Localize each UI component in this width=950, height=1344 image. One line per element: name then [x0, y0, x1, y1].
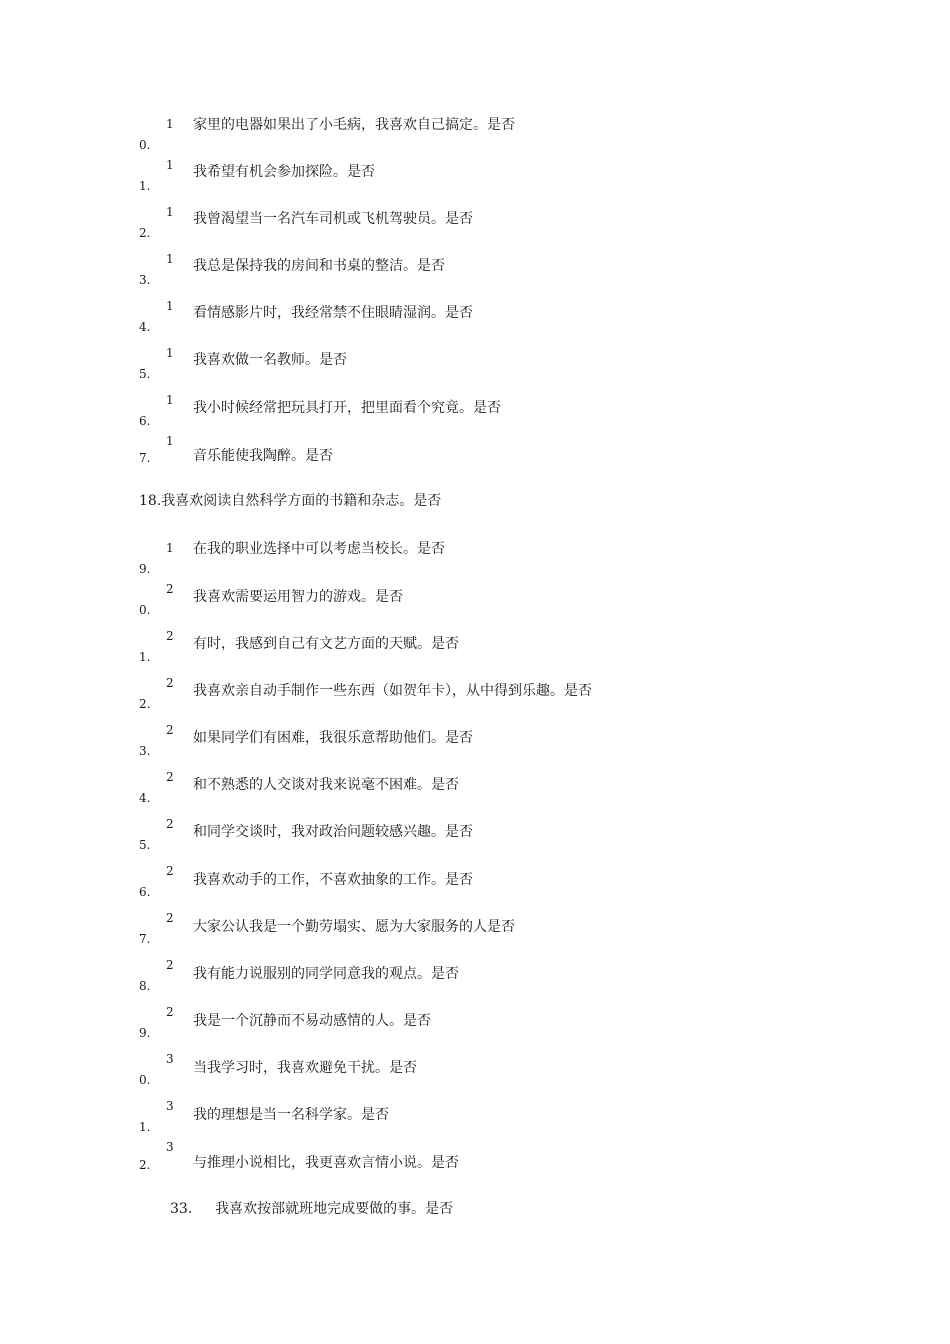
item-number-tens: 2	[166, 723, 174, 737]
list-item	[0, 434, 950, 481]
item-text: 我喜欢亲自动手制作一些东西（如贺年卡），从中得到乐趣。是否	[193, 683, 592, 699]
item-number-ones: 3.	[139, 744, 151, 758]
item-number-ones: 7.	[139, 451, 151, 465]
item-text: 与推理小说相比，我更喜欢言情小说。是否	[193, 1155, 459, 1171]
item-number-ones: 9.	[139, 562, 151, 576]
item-number-tens: 3	[166, 1099, 174, 1113]
item-text: 当我学习时，我喜欢避免干扰。是否	[193, 1060, 417, 1076]
item-number-tens: 2	[166, 958, 174, 972]
item-number-ones: 2.	[139, 226, 151, 240]
item-text: 大家公认我是一个勤劳塌实、愿为大家服务的人是否	[193, 919, 515, 935]
list-item	[170, 1201, 453, 1217]
item-number-ones: 1.	[139, 179, 151, 193]
item-number-tens: 1	[166, 541, 174, 555]
item-number: 33.	[170, 1201, 193, 1217]
item-number-tens: 1	[166, 117, 174, 131]
item-number-tens: 1	[166, 158, 174, 172]
list-item	[0, 1140, 950, 1187]
list-item: 18.我喜欢阅读自然科学方面的书籍和杂志。是否	[139, 493, 442, 509]
item-number-ones: 0.	[139, 603, 151, 617]
item-number-ones: 6.	[139, 414, 151, 428]
item-number-tens: 3	[166, 1052, 174, 1066]
item-text: 有时，我感到自己有文艺方面的天赋。是否	[193, 636, 459, 652]
list-item	[0, 723, 950, 770]
item-number-tens: 1	[166, 252, 174, 266]
item-number-ones: 4.	[139, 320, 151, 334]
item-text: 我希望有机会参加探险。是否	[193, 164, 375, 180]
item-text: 我小时候经常把玩具打开，把里面看个究竟。是否	[193, 400, 501, 416]
item-number-ones: 7.	[139, 932, 151, 946]
item-text: 我总是保持我的房间和书桌的整洁。是否	[193, 258, 445, 274]
list-item	[0, 346, 950, 393]
item-text: 看情感影片时，我经常禁不住眼睛湿润。是否	[193, 305, 473, 321]
list-item	[0, 1052, 950, 1099]
item-text: 我喜欢做一名教师。是否	[193, 352, 347, 368]
item-number-ones: 1.	[139, 650, 151, 664]
item-number-ones: 0.	[139, 1073, 151, 1087]
list-item	[0, 864, 950, 911]
item-text: 家里的电器如果出了小毛病，我喜欢自己搞定。是否	[193, 117, 515, 133]
list-item	[0, 958, 950, 1005]
item-number-tens: 2	[166, 911, 174, 925]
item-text: 我曾渴望当一名汽车司机或飞机驾驶员。是否	[193, 211, 473, 227]
list-item	[0, 582, 950, 629]
list-item	[0, 541, 950, 588]
item-text: 如果同学们有困难，我很乐意帮助他们。是否	[193, 730, 473, 746]
list-item	[0, 252, 950, 299]
item-text: 我喜欢需要运用智力的游戏。是否	[193, 589, 403, 605]
item-text: 我的理想是当一名科学家。是否	[193, 1107, 389, 1123]
list-item	[0, 817, 950, 864]
item-number-tens: 2	[166, 817, 174, 831]
item-number-ones: 5.	[139, 367, 151, 381]
item-number-ones: 9.	[139, 1026, 151, 1040]
item-number-tens: 1	[166, 434, 174, 448]
item-number-ones: 6.	[139, 885, 151, 899]
item-text: 和同学交谈时，我对政治问题较感兴趣。是否	[193, 824, 473, 840]
item-text: 音乐能使我陶醉。是否	[193, 448, 333, 464]
item-text: 我喜欢动手的工作，不喜欢抽象的工作。是否	[193, 872, 473, 888]
item-number-tens: 2	[166, 864, 174, 878]
list-item	[0, 1005, 950, 1052]
item-text: 我喜欢按部就班地完成要做的事。是否	[215, 1201, 454, 1217]
item-number-ones: 0.	[139, 138, 151, 152]
list-item	[0, 629, 950, 676]
list-item	[0, 299, 950, 346]
item-number-tens: 1	[166, 205, 174, 219]
list-item	[0, 117, 950, 164]
item-text: 我是一个沉静而不易动感情的人。是否	[193, 1013, 431, 1029]
item-number-tens: 1	[166, 299, 174, 313]
list-item	[0, 205, 950, 252]
item-text: 在我的职业选择中可以考虑当校长。是否	[193, 541, 445, 557]
item-number-ones: 4.	[139, 791, 151, 805]
item-number-ones: 3.	[139, 273, 151, 287]
item-number-tens: 3	[166, 1140, 174, 1154]
list-item	[0, 158, 950, 205]
item-number-tens: 2	[166, 582, 174, 596]
item-number-ones: 8.	[139, 979, 151, 993]
item-number-tens: 2	[166, 1005, 174, 1019]
item-number-ones: 5.	[139, 838, 151, 852]
item-text: 和不熟悉的人交谈对我来说毫不困难。是否	[193, 777, 459, 793]
item-number-tens: 2	[166, 676, 174, 690]
item-number-tens: 1	[166, 393, 174, 407]
item-text: 我有能力说服别的同学同意我的观点。是否	[193, 966, 459, 982]
item-number-tens: 2	[166, 770, 174, 784]
list-item	[0, 676, 950, 723]
list-item	[0, 1099, 950, 1146]
list-item	[0, 911, 950, 958]
list-item	[0, 770, 950, 817]
list-item	[0, 393, 950, 440]
item-number-ones: 1.	[139, 1120, 151, 1134]
item-number-ones: 2.	[139, 1158, 151, 1172]
item-number-tens: 1	[166, 346, 174, 360]
item-number-ones: 2.	[139, 697, 151, 711]
item-number-tens: 2	[166, 629, 174, 643]
